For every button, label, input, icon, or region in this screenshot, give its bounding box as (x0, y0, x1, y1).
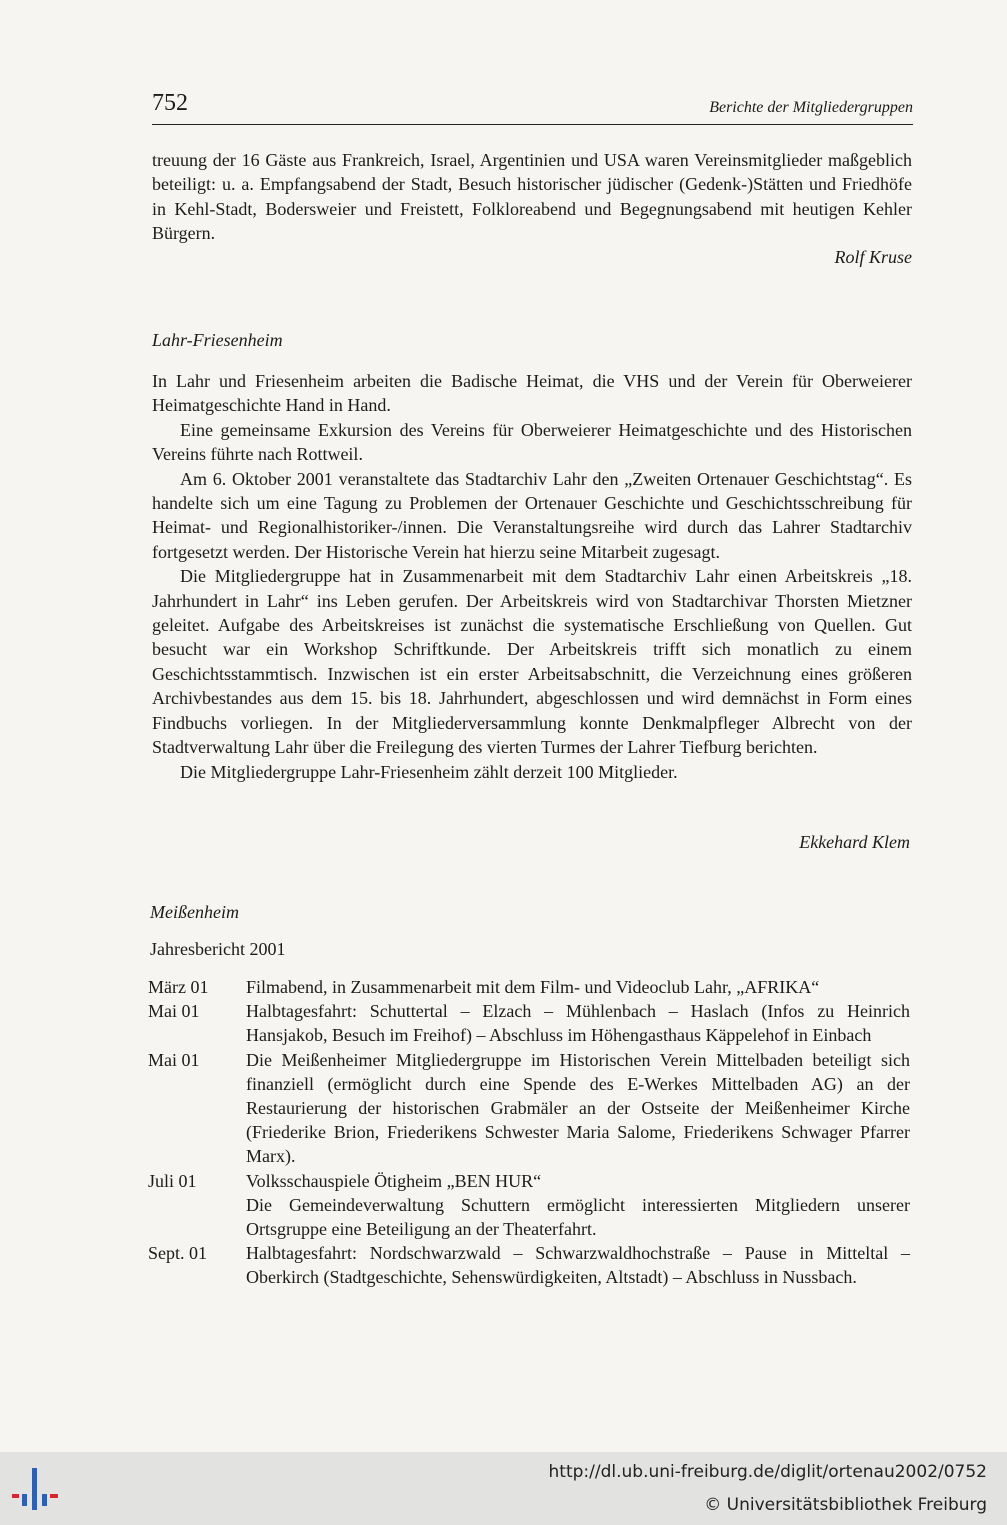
ub-freiburg-logo-icon (12, 1464, 64, 1514)
event-list (148, 975, 910, 1290)
event-entry (148, 999, 910, 1047)
paragraph: Die Mitgliedergruppe hat in Zusammenarbeit mit dem Stadtarchiv Lahr einen Arbeitskreis „18. Jahrhundert in Lahr“ ins Leben gerufen. Der Arbeitskreis wird von Stadtarchivar Thorsten Mietzner geleitet. Aufgabe des Arbeitskreises ist zunächst die systematische Erschließung von Quellen. Gut besucht war ein Workshop Schriftkunde. Der Arbeitskreis trifft sich monatlich zu einem Geschichtsstammtisch. Inzwischen ist ein erster Arbeitsabschnitt, die Verzeichnung eines größeren Archivbestandes aus dem 15. bis 18. Jahrhundert, abgeschlossen und wird demnächst in Form eines Findbuchs vorliegen. In der Mitgliederversammlung konnte Denkmalpfleger Albrecht von der Stadtverwaltung Lahr über die Freilegung des vierten Turmes der Lahrer Tiefburg berichten. (152, 566, 912, 758)
event-description (246, 975, 910, 999)
paragraph: Die Mitgliedergruppe Lahr-Friesenheim zählt derzeit 100 Mitglieder. (180, 761, 678, 782)
section-title-lahr-friesenheim: Lahr-Friesenheim (152, 330, 283, 350)
copyright-notice: © Universitätsbibliothek Freiburg (704, 1495, 987, 1515)
event-date: März 01 (148, 977, 209, 997)
event-entry (148, 1169, 910, 1242)
running-head: Berichte der Mitgliedergruppen (709, 99, 913, 116)
event-date: Juli 01 (148, 1170, 197, 1191)
event-date: Mai 01 (148, 1049, 200, 1070)
event-description (246, 1169, 910, 1242)
section-title-meissenheim: Meißenheim (150, 902, 239, 922)
signature-rolf-kruse: Rolf Kruse (834, 247, 912, 267)
lahr-section-body (152, 369, 912, 784)
page-header (152, 88, 913, 125)
event-entry (148, 975, 910, 999)
event-date: Mai 01 (148, 1001, 200, 1022)
event-line: Filmabend, in Zusammenarbeit mit dem Film- und Videoclub Lahr, „AFRIKA“ (246, 977, 820, 997)
paragraph: In Lahr und Friesenheim arbeiten die Badische Heimat, die VHS und der Verein für Oberweierer Heimatgeschichte Hand in Hand. (152, 371, 912, 416)
event-description (246, 1241, 910, 1289)
viewer-footer (0, 1452, 1007, 1525)
intro-text: treuung der 16 Gäste aus Frankreich, Israel, Argentinien und USA waren Vereinsmitglieder maßgeblich beteiligt: u. a. Empfangsabend der Stadt, Besuch historischer jüdischer (Gedenk-)Stätten und Friedhöfe in Kehl-Stadt, Bodersweier und Freistett, Folkloreabend und Begegnungsabend mit heutigen Kehler Bürgern. (152, 150, 912, 244)
paragraph: Am 6. Oktober 2001 veranstaltete das Stadtarchiv Lahr den „Zweiten Ortenauer Geschichtstag“. Es handelte sich um eine Tagung zu Problemen der Ortenauer Geschichte und Geschichtsschreibung für Heimat- und Regionalhistoriker-/innen. Die Veranstaltungsreihe wird durch das Lahrer Stadtarchiv fortgesetzt werden. Der Historische Verein hat hierzu seine Mitarbeit zugesagt. (152, 468, 912, 562)
event-line: Halbtagesfahrt: Nordschwarzwald – Schwarzwaldhochstraße – Pause in Mitteltal – Oberkirch (Stadtgeschichte, Sehenswürdigkeiten, Altstadt) – Abschluss in Nussbach. (246, 1243, 910, 1288)
paragraph: Eine gemeinsame Exkursion des Vereins für Oberweierer Heimatgeschichte und des Historischen Vereins führte nach Rottweil. (152, 419, 912, 465)
event-entry (148, 1241, 910, 1289)
page-number: 752 (152, 90, 188, 116)
event-line: Halbtagesfahrt: Schuttertal – Elzach – Mühlenbach – Haslach (Infos zu Heinrich Hansjakob, Besuch im Freihof) – Abschluss im Höhengasthaus Käppelehof in Einbach (246, 1001, 910, 1046)
section-subtitle-jahresbericht: Jahresbericht 2001 (150, 939, 286, 959)
permalink-url[interactable]: http://dl.ub.uni-freiburg.de/diglit/ortenau2002/0752 (548, 1462, 987, 1482)
intro-paragraph (152, 148, 912, 246)
event-line: Die Meißenheimer Mitgliedergruppe im Historischen Verein Mittelbaden beteiligt sich finanziell (ermöglicht durch eine Spende des E-Werkes Mittelbaden AG) an der Restaurierung der historischen Grabmäler an der Ostseite der Meißenheimer Kirche (Friederike Brion, Friederikens Schwester Maria Salome, Friederikens Schwager Pfarrer Marx). (246, 1049, 910, 1167)
event-date: Sept. 01 (148, 1243, 208, 1264)
event-line: Volksschauspiele Ötigheim „BEN HUR“ (246, 1170, 542, 1191)
event-line: Die Gemeindeverwaltung Schuttern ermöglicht interessierten Mitgliedern unserer Ortsgruppe eine Beteiligung an der Theaterfahrt. (246, 1194, 910, 1240)
event-description (246, 1048, 910, 1169)
signature-ekkehard-klem: Ekkehard Klem (799, 832, 910, 852)
event-entry (148, 1048, 910, 1169)
event-description (246, 999, 910, 1047)
